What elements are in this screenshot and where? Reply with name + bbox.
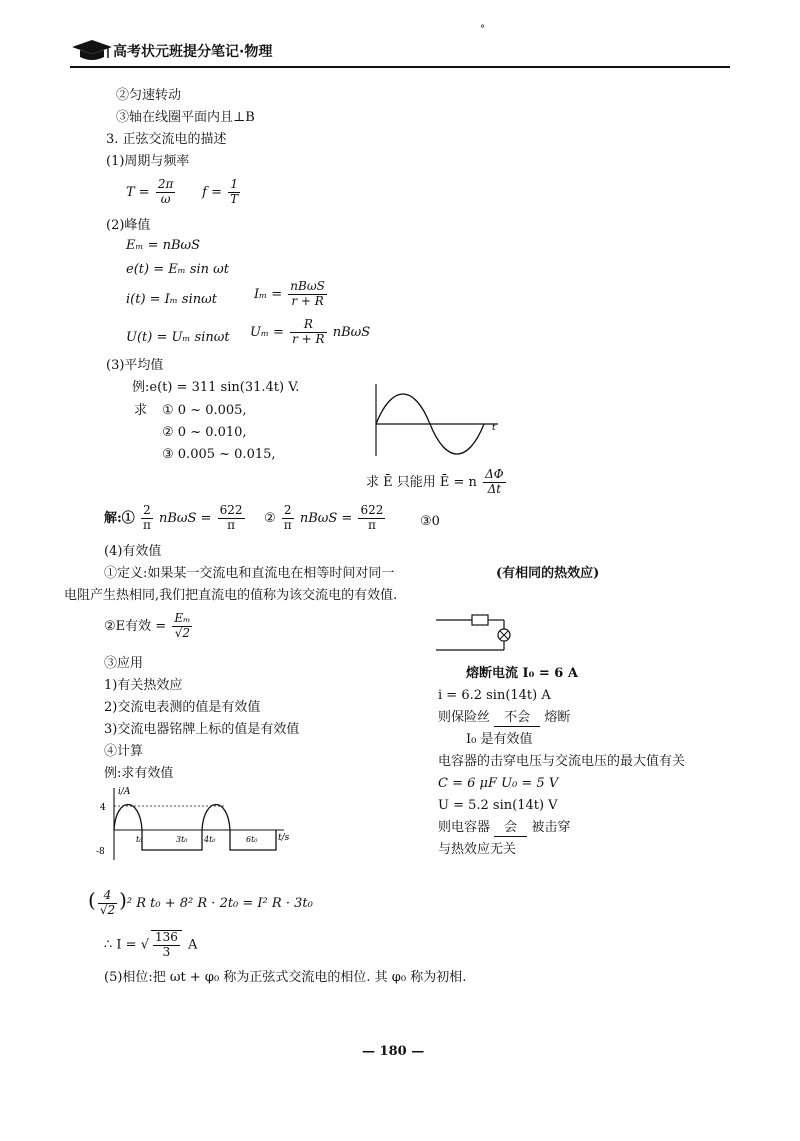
effective-value-formula: ②E有效 = $\frac{\text{Eₘ}}{√2}$ [104,611,191,640]
capacitor-note: U = 5.2 sin(14t) V [438,798,558,813]
sine-wave-graph [370,380,510,460]
example-line: 例:e(t) = 311 sin(31.4t) V. [132,380,300,395]
header-dot: ° [480,24,485,35]
header-rule [70,66,730,68]
graph-x-label: t/s [278,833,290,843]
text-line: 3)交流电器铭牌上标的值是有效值 [104,722,300,737]
fuse-circuit-diagram [432,608,522,656]
subsection-heading: (2)峰值 [106,218,151,233]
graph-y-tick: -8 [96,847,105,857]
section-heading: 3. 正弦交流电的描述 [106,132,227,147]
formula: Eₘ = nBωS [126,238,201,253]
formula: Uₘ = $\frac{R}{r + R}$ nBωS [250,317,371,346]
definition-line: 电阻产生热相同,我们把直流电的值称为该交流电的有效值. [64,588,398,603]
phase-line: (5)相位:把 ωt + φ₀ 称为正弦式交流电的相位. 其 φ₀ 称为初相. [104,970,467,985]
fuse-note: 熔断电流 I₀ = 6 A [466,666,578,681]
question-item: ③ 0.005 ~ 0.015, [162,447,276,462]
capacitor-note: 与热效应无关 [438,842,517,857]
formula: e(t) = Eₘ sin ωt [126,262,229,277]
question-lead: 求 [134,403,148,418]
text-line: 1)有关热效应 [104,678,183,693]
formula: U(t) = Uₘ sinωt [126,330,230,345]
graph-x-tick: 6t₀ [246,835,258,844]
text-line: ②匀速转动 [116,88,182,103]
subsection-heading: (1)周期与频率 [106,154,190,169]
graph-y-label: i/A [118,787,131,797]
graph-x-tick: t₀ [136,835,143,844]
graph-x-tick: 4t₀ [204,835,216,844]
current-waveform-graph [96,784,306,864]
definition-side-note: (有相同的热效应) [496,566,600,581]
fuse-note: I₀ 是有效值 [466,732,533,747]
question-item: ① 0 ~ 0.005, [162,403,247,418]
subsection-heading: (4)有效值 [104,544,162,559]
average-note: 求 Ē 只能用 Ē = n $\frac{\Delta\Phi}{\Delta t}$ [366,467,504,496]
graph-x-tick: 3t₀ [176,835,188,844]
capacitor-note: 则电容器 会 被击穿 [438,820,571,835]
result-formula: ∴ I = √ $\frac{136}{3}$ A [104,930,198,959]
capacitor-note: C = 6 μF U₀ = 5 V [438,776,559,791]
question-item: ② 0 ~ 0.010, [162,425,247,440]
solution-line: ③0 [420,514,440,529]
text-line: 例:求有效值 [104,766,174,781]
graduation-cap-icon [70,38,114,62]
header-title: 高考状元班提分笔记·物理 [113,44,273,60]
graph-y-tick: 4 [100,803,106,813]
text-line: ③轴在线圈平面内且⊥B [116,110,255,125]
text-line: ③应用 [104,656,144,671]
solution-line: 解:① $\frac{2}{\pi}$ nBωS = $\frac{622}{\pi}$ [104,503,243,532]
definition-line: ①定义:如果某一交流电和直流电在相等时间对同一 [104,566,395,581]
capacitor-note: 电容器的击穿电压与交流电压的最大值有关 [438,754,686,769]
svg-text:t: t [492,423,496,433]
formula: Iₘ = $\frac{\text{nBωS}}{r + R}$ [254,279,325,308]
text-line: ④计算 [104,744,144,759]
formula-period: T = $\frac{2\pi}{\omega}$ f = $\frac{1}{T}$ [126,177,239,206]
fuse-note: 则保险丝 不会 熔断 [438,710,571,725]
fuse-note: i = 6.2 sin(14t) A [438,688,551,703]
formula: i(t) = Iₘ sinωt [126,292,217,307]
text-line: 2)交流电表测的值是有效值 [104,700,261,715]
page-number: — 180 — [362,1044,425,1059]
subsection-heading: (3)平均值 [106,358,164,373]
energy-equation: ( $\frac{4}{√2}$ )² R t₀ + 8² R · 2t₀ = I² R · 3t₀ [88,888,313,917]
solution-line: ② $\frac{2}{\pi}$ nBωS = $\frac{622}{\pi}$ [264,503,384,532]
